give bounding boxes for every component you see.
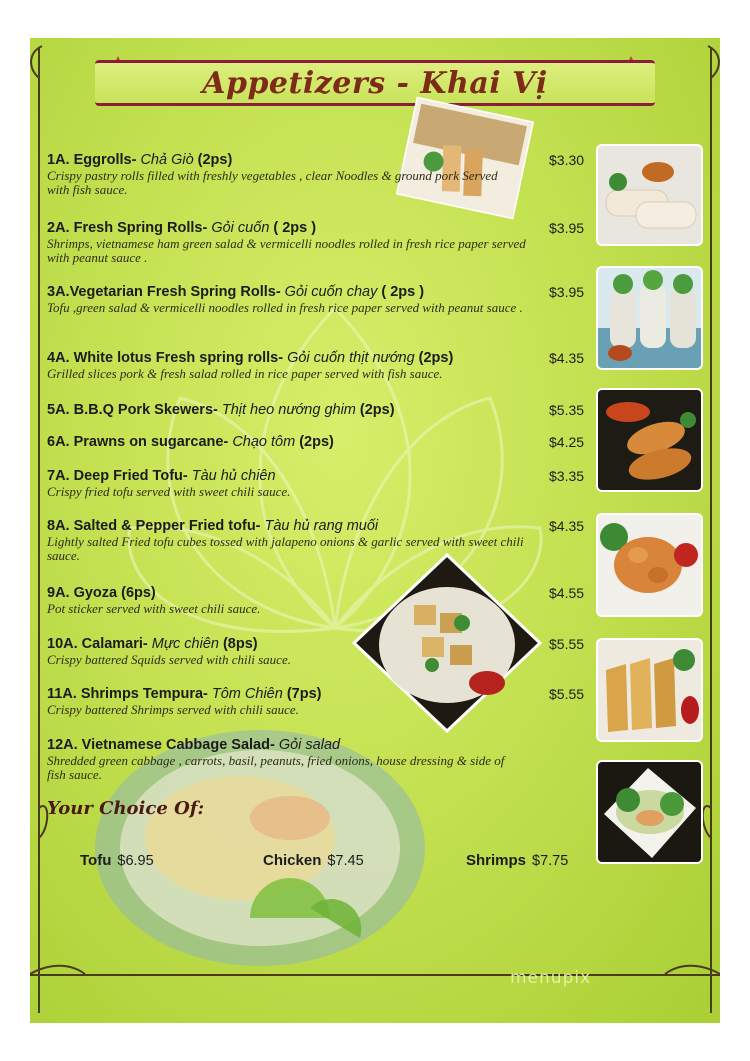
price-8a: $4.35 <box>549 518 585 534</box>
menu-item-10a: 10A. Calamari- Mực chiên (8ps) Crispy battered Squids served with chili sauce. <box>47 636 291 667</box>
menu-page <box>30 38 720 1023</box>
price-5a: $5.35 <box>549 402 585 418</box>
menu-item-4a: 4A. White lotus Fresh spring rolls- Gỏi cuốn thịt nướng (2ps) Grilled slices pork & fresh salad rolled in rice paper served with fish sauce. <box>47 350 454 381</box>
menu-item-7a: 7A. Deep Fried Tofu- Tàu hủ chiên Crispy fried tofu served with sweet chili sauce. <box>47 468 291 499</box>
menu-item-6a: 6A. Prawns on sugarcane- Chạo tôm (2ps) <box>47 434 334 450</box>
choice-shrimps: Shrimps $7.75 <box>466 852 569 869</box>
menu-item-9a: 9A. Gyoza (6ps) Pot sticker served with sweet chili sauce. <box>47 585 261 616</box>
section-title-banner <box>95 60 655 106</box>
cabbage-salad-photo <box>596 760 703 864</box>
choice-tofu: Tofu $6.95 <box>80 852 154 869</box>
menu-item-3a: 3A.Vegetarian Fresh Spring Rolls- Gỏi cuốn chay ( 2ps ) Tofu ,green salad & vermicelli noodles rolled in fresh rice paper served with peanut sauce . <box>47 284 523 315</box>
vegetarian-rolls-photo <box>596 266 703 370</box>
menu-item-11a: 11A. Shrimps Tempura- Tôm Chiên (7ps) Crispy battered Shrimps served with chili sauce. <box>47 686 322 717</box>
choice-chicken: Chicken $7.45 <box>263 852 364 869</box>
price-2a: $3.95 <box>549 220 585 236</box>
fresh-spring-rolls-photo <box>596 144 703 246</box>
price-7a: $3.35 <box>549 468 585 484</box>
menu-item-12a: 12A. Vietnamese Cabbage Salad- Gỏi salad Shredded green cabbage , carrots, basil, peanuts, fried onions, house dressing & side of fish sauce. <box>47 737 505 782</box>
calamari-tempura-photo <box>596 638 703 742</box>
price-11a: $5.55 <box>549 686 585 702</box>
price-9a: $4.55 <box>549 585 585 601</box>
choice-heading: Your Choice Of: <box>47 798 205 819</box>
price-6a: $4.25 <box>549 434 585 450</box>
prawn-skewers-photo <box>596 388 703 492</box>
salted-pepper-tofu-photo <box>596 513 703 617</box>
price-1a: $3.30 <box>549 152 585 168</box>
price-4a: $4.35 <box>549 350 585 366</box>
menu-item-8a: 8A. Salted & Pepper Fried tofu- Tàu hủ rang muối Lightly salted Fried tofu cubes tossed with jalapeno onions & garlic served with sweet chili sauce. <box>47 518 524 563</box>
menu-item-1a: 1A. Eggrolls- Chả Giò (2ps) Crispy pastry rolls filled with freshly vegetables , clear Noodles & ground pork Served with fish sauce. <box>47 152 498 197</box>
section-title: Appetizers - Khai Vị <box>202 65 548 101</box>
price-10a: $5.55 <box>549 636 585 652</box>
menu-item-5a: 5A. B.B.Q Pork Skewers- Thịt heo nướng ghim (2ps) <box>47 402 395 418</box>
menu-item-2a: 2A. Fresh Spring Rolls- Gỏi cuốn ( 2ps ) Shrimps, vietnamese ham green salad & vermicelli noodles rolled in fresh rice paper served with peanut sauce . <box>47 220 526 265</box>
price-3a: $3.95 <box>549 284 585 300</box>
watermark: menupix <box>510 968 592 988</box>
